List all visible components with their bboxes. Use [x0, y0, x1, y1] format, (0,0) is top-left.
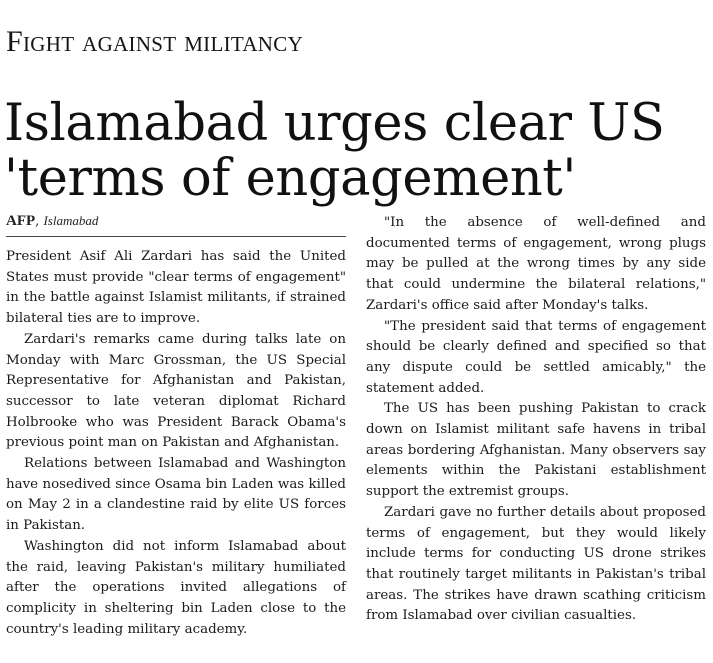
byline [6, 212, 346, 237]
paragraph: "In the absence of well-defined and documented terms of engagement, wrong plugs may be pulled at the wrong times by any side that could undermine the bilateral relations," Zardari's office said after Monday's talks. [366, 215, 706, 313]
byline-separator: , [35, 214, 44, 229]
section-kicker: Fight against militancy [6, 25, 304, 58]
article-headline: Islamabad urges clear US 'terms of engagement' [4, 94, 665, 209]
byline-location: Islamabad [43, 213, 99, 228]
article-column-left [6, 247, 346, 640]
byline-agency: AFP [6, 213, 36, 229]
paragraph: Washington did not inform Islamabad about the raid, leaving Pakistan's military humiliated after the operations invited allegations of complicity in sheltering bin Laden close to the country's leading military academy. [6, 538, 346, 637]
paragraph: "The president said that terms of engagement should be clearly defined and specified so that any dispute could be settled amicably," the statement added. [366, 318, 706, 396]
paragraph: Zardari gave no further details about proposed terms of engagement, but they would likely include terms for conducting US drone strikes that routinely target militants in Pakistan's tribal areas. The strikes have drawn scathing criticism from Islamabad over civilian casualties. [366, 504, 706, 624]
paragraph: The US has been pushing Pakistan to crack down on Islamist militant safe havens in tribal areas bordering Afghanistan. Many observers say elements within the Pakistani establishment support the extremist groups. [366, 401, 706, 500]
paragraph: Zardari's remarks came during talks late on Monday with Marc Grossman, the US Special Representative for Afghanistan and Pakistan, successor to late veteran diplomat Richard Holbrooke who was President Barack Obama's previous point man on Pakistan and Afghanistan. [6, 331, 346, 451]
article-column-right [366, 213, 706, 627]
paragraph: Relations between Islamabad and Washington have nosedived since Osama bin Laden was killed on May 2 in a clandestine raid by elite US forces in Pakistan. [6, 456, 346, 534]
paragraph: President Asif Ali Zardari has said the United States must provide "clear terms of engagement" in the battle against Islamist militants, if strained bilateral ties are to improve. [6, 249, 346, 327]
